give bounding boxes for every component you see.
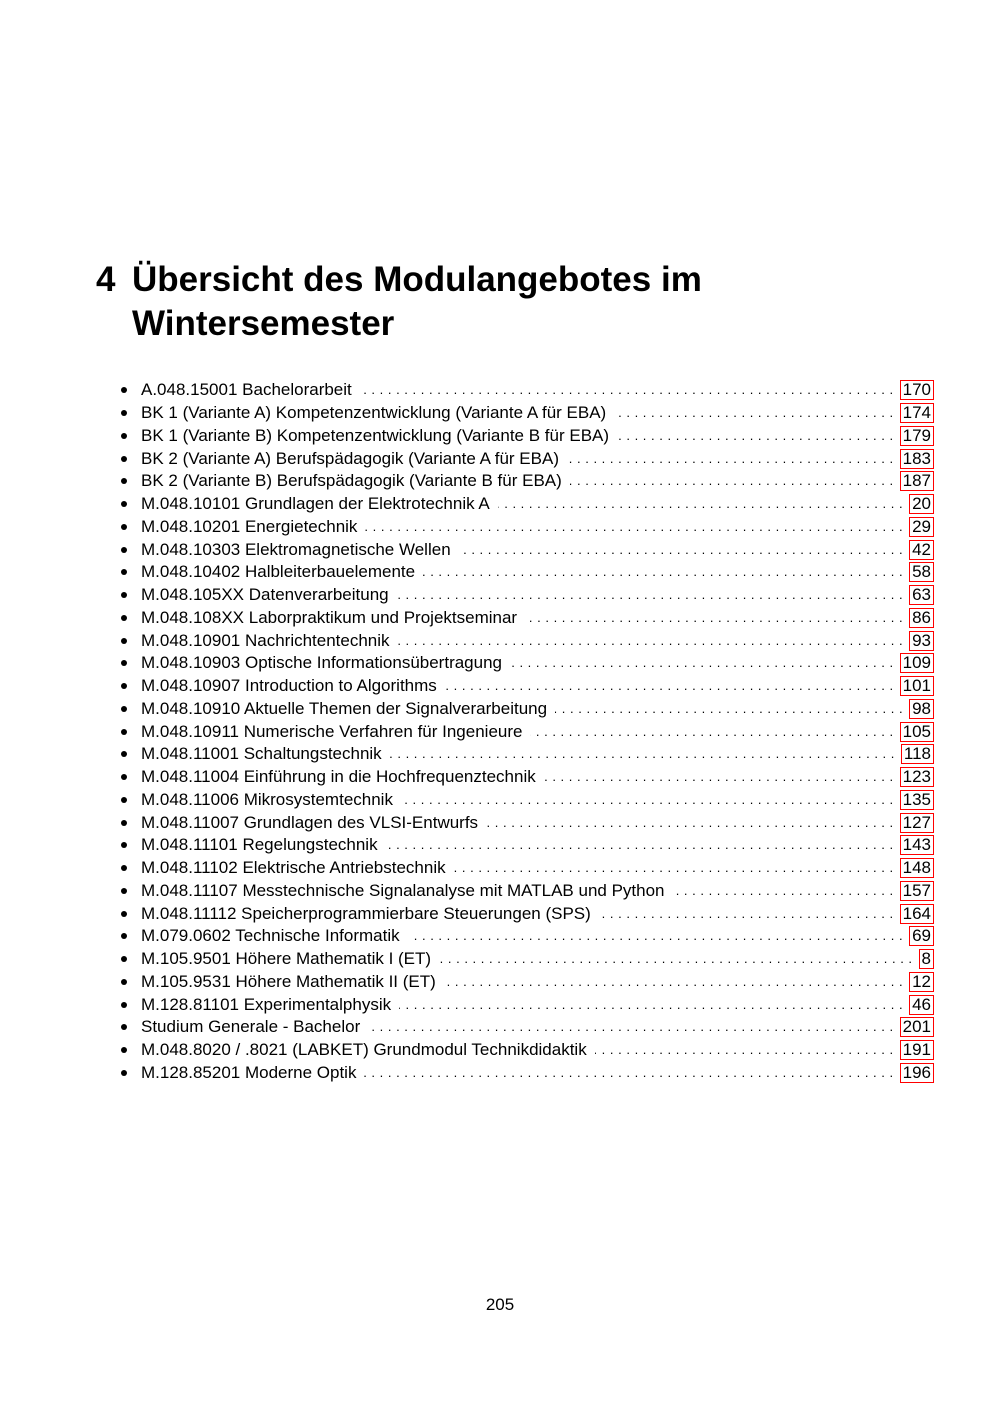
list-item bbox=[118, 652, 934, 675]
page-link[interactable]: 157 bbox=[900, 881, 934, 901]
dot-leader bbox=[445, 675, 894, 697]
bullet-icon bbox=[121, 751, 127, 757]
bullet-icon bbox=[121, 660, 127, 666]
list-item bbox=[118, 902, 934, 925]
module-title: BK 2 (Variante B) Berufspädagogik (Variante B für EBA) bbox=[141, 471, 562, 491]
bullet-icon bbox=[121, 706, 127, 712]
bullet-icon bbox=[121, 478, 127, 484]
page-link[interactable]: 12 bbox=[909, 972, 934, 992]
bullet-icon bbox=[121, 956, 127, 962]
list-item bbox=[118, 1016, 934, 1039]
dot-leader bbox=[525, 607, 903, 629]
module-title: M.048.105XX Datenverarbeitung bbox=[141, 585, 389, 605]
dot-leader bbox=[486, 812, 894, 834]
module-title: M.105.9501 Höhere Mathematik I (ET) bbox=[141, 949, 432, 969]
page-link[interactable]: 101 bbox=[900, 676, 934, 696]
page-link[interactable]: 201 bbox=[900, 1017, 934, 1037]
bullet-icon bbox=[121, 1002, 127, 1008]
page-link[interactable]: 164 bbox=[900, 904, 934, 924]
module-title: M.048.11004 Einführung in die Hochfrequenztechnik bbox=[141, 767, 536, 787]
list-item bbox=[118, 425, 934, 448]
dot-leader bbox=[399, 994, 903, 1016]
bullet-icon bbox=[121, 569, 127, 575]
bullet-icon bbox=[121, 797, 127, 803]
bullet-icon bbox=[121, 933, 127, 939]
module-title: M.048.11001 Schaltungstechnik bbox=[141, 744, 382, 764]
dot-leader bbox=[401, 789, 894, 811]
list-item bbox=[118, 993, 934, 1016]
module-list bbox=[118, 379, 934, 1084]
page-link[interactable]: 20 bbox=[909, 494, 934, 514]
module-title: M.048.11101 Regelungstechnik bbox=[141, 835, 378, 855]
list-item bbox=[118, 470, 934, 493]
module-title: Studium Generale - Bachelor bbox=[141, 1017, 361, 1037]
bullet-icon bbox=[121, 638, 127, 644]
page-link[interactable]: 196 bbox=[900, 1063, 934, 1083]
bullet-icon bbox=[121, 729, 127, 735]
bullet-icon bbox=[121, 410, 127, 416]
dot-leader bbox=[408, 925, 903, 947]
list-item bbox=[118, 379, 934, 402]
dot-leader bbox=[614, 402, 893, 424]
module-title: M.048.10101 Grundlagen der Elektrotechnik A bbox=[141, 494, 490, 514]
page-link[interactable]: 109 bbox=[900, 653, 934, 673]
page-link[interactable]: 170 bbox=[900, 380, 934, 400]
list-item bbox=[118, 834, 934, 857]
bullet-icon bbox=[121, 820, 127, 826]
dot-leader bbox=[390, 743, 895, 765]
list-item bbox=[118, 1062, 934, 1085]
bullet-icon bbox=[121, 387, 127, 393]
chapter-title bbox=[132, 258, 832, 346]
page-link[interactable]: 135 bbox=[900, 790, 934, 810]
bullet-icon bbox=[121, 456, 127, 462]
bullet-icon bbox=[121, 592, 127, 598]
page-link[interactable]: 63 bbox=[909, 585, 934, 605]
list-item bbox=[118, 1039, 934, 1062]
bullet-icon bbox=[121, 774, 127, 780]
dot-leader bbox=[570, 470, 894, 492]
page-link[interactable]: 191 bbox=[900, 1040, 934, 1060]
module-title: M.128.81101 Experimentalphysik bbox=[141, 994, 392, 1014]
chapter-title-line-2: Wintersemester bbox=[132, 304, 395, 343]
page-link[interactable]: 187 bbox=[900, 471, 934, 491]
bullet-icon bbox=[121, 1024, 127, 1030]
list-item bbox=[118, 607, 934, 630]
list-item bbox=[118, 925, 934, 948]
list-item bbox=[118, 948, 934, 971]
page-link[interactable]: 179 bbox=[900, 426, 934, 446]
bullet-icon bbox=[121, 842, 127, 848]
dot-leader bbox=[444, 971, 903, 993]
page-link[interactable]: 105 bbox=[900, 722, 934, 742]
page-link[interactable]: 29 bbox=[909, 517, 934, 537]
dot-leader bbox=[364, 1062, 893, 1084]
list-item bbox=[118, 743, 934, 766]
list-item bbox=[118, 698, 934, 721]
module-title: M.048.10911 Numerische Verfahren für Ingenieure bbox=[141, 721, 523, 741]
bullet-icon bbox=[121, 501, 127, 507]
page-link[interactable]: 118 bbox=[901, 744, 934, 764]
module-title: M.048.11102 Elektrische Antriebstechnik bbox=[141, 858, 446, 878]
bullet-icon bbox=[121, 615, 127, 621]
list-item bbox=[118, 629, 934, 652]
dot-leader bbox=[498, 493, 903, 515]
list-item bbox=[118, 857, 934, 880]
page-link[interactable]: 148 bbox=[900, 858, 934, 878]
module-title: M.048.108XX Laborpraktikum und Projektseminar bbox=[141, 607, 518, 627]
module-title: M.079.0602 Technische Informatik bbox=[141, 926, 400, 946]
list-item bbox=[118, 766, 934, 789]
module-title: A.048.15001 Bachelorarbeit bbox=[141, 380, 352, 400]
page-link[interactable]: 42 bbox=[909, 540, 934, 560]
bullet-icon bbox=[121, 1070, 127, 1076]
module-title: M.048.10907 Introduction to Algorithms bbox=[141, 676, 437, 696]
page-link[interactable]: 143 bbox=[900, 835, 934, 855]
module-title: BK 2 (Variante A) Berufspädagogik (Variante A für EBA) bbox=[141, 448, 559, 468]
page-link[interactable]: 183 bbox=[900, 449, 934, 469]
page-link[interactable]: 8 bbox=[919, 949, 934, 969]
page-link[interactable]: 58 bbox=[909, 562, 934, 582]
module-title: M.048.10201 Energietechnik bbox=[141, 516, 358, 536]
page-number: 205 bbox=[485, 1295, 515, 1314]
bullet-icon bbox=[121, 524, 127, 530]
dot-leader bbox=[510, 652, 894, 674]
list-item bbox=[118, 971, 934, 994]
module-title: M.105.9531 Höhere Mathematik II (ET) bbox=[141, 971, 436, 991]
page-link[interactable]: 174 bbox=[900, 403, 934, 423]
bullet-icon bbox=[121, 865, 127, 871]
dot-leader bbox=[617, 425, 894, 447]
dot-leader bbox=[439, 948, 912, 970]
bullet-icon bbox=[121, 979, 127, 985]
page-link[interactable]: 46 bbox=[909, 995, 934, 1015]
page-link[interactable]: 69 bbox=[909, 926, 934, 946]
module-title: M.128.85201 Moderne Optik bbox=[141, 1062, 357, 1082]
dot-leader bbox=[530, 721, 893, 743]
dot-leader bbox=[423, 561, 903, 583]
list-item bbox=[118, 811, 934, 834]
dot-leader bbox=[368, 1016, 893, 1038]
list-item bbox=[118, 402, 934, 425]
dot-leader bbox=[555, 698, 903, 720]
list-item bbox=[118, 789, 934, 812]
dot-leader bbox=[386, 834, 894, 856]
dot-leader bbox=[595, 1039, 894, 1061]
module-title: M.048.8020 / .8021 (LABKET) Grundmodul Technikdidaktik bbox=[141, 1040, 587, 1060]
dot-leader bbox=[365, 516, 903, 538]
bullet-icon bbox=[121, 683, 127, 689]
dot-leader bbox=[673, 880, 894, 902]
chapter-title-line-1: Übersicht des Modulangebotes im bbox=[132, 260, 702, 299]
page-link[interactable]: 86 bbox=[909, 608, 934, 628]
page-link[interactable]: 123 bbox=[900, 767, 934, 787]
module-title: M.048.10901 Nachrichtentechnik bbox=[141, 630, 390, 650]
bullet-icon bbox=[121, 547, 127, 553]
list-item bbox=[118, 584, 934, 607]
list-item bbox=[118, 561, 934, 584]
bullet-icon bbox=[121, 911, 127, 917]
list-item bbox=[118, 675, 934, 698]
module-title: BK 1 (Variante A) Kompetenzentwicklung (Variante A für EBA) bbox=[141, 403, 607, 423]
module-title: BK 1 (Variante B) Kompetenzentwicklung (Variante B für EBA) bbox=[141, 425, 610, 445]
page-link[interactable]: 127 bbox=[900, 813, 934, 833]
module-title: M.048.11006 Mikrosystemtechnik bbox=[141, 789, 393, 809]
list-item bbox=[118, 720, 934, 743]
module-title: M.048.10303 Elektromagnetische Wellen bbox=[141, 539, 451, 559]
chapter-number: 4 bbox=[96, 260, 116, 299]
dot-leader bbox=[544, 766, 894, 788]
dot-leader bbox=[398, 630, 904, 652]
dot-leader bbox=[599, 903, 894, 925]
module-title: M.048.11112 Speicherprogrammierbare Steuerungen (SPS) bbox=[141, 903, 591, 923]
bullet-icon bbox=[121, 433, 127, 439]
list-item bbox=[118, 493, 934, 516]
dot-leader bbox=[567, 448, 894, 470]
page-link[interactable]: 98 bbox=[909, 699, 934, 719]
module-title: M.048.10903 Optische Informationsübertragung bbox=[141, 653, 503, 673]
bullet-icon bbox=[121, 888, 127, 894]
page-link[interactable]: 93 bbox=[909, 631, 934, 651]
dot-leader bbox=[454, 857, 894, 879]
list-item bbox=[118, 447, 934, 470]
dot-leader bbox=[459, 539, 903, 561]
module-title: M.048.10910 Aktuelle Themen der Signalverarbeitung bbox=[141, 698, 548, 718]
list-item bbox=[118, 516, 934, 539]
list-item bbox=[118, 538, 934, 561]
module-title: M.048.11007 Grundlagen des VLSI-Entwurfs bbox=[141, 812, 479, 832]
bullet-icon bbox=[121, 1047, 127, 1053]
module-title: M.048.10402 Halbleiterbauelemente bbox=[141, 562, 416, 582]
list-item bbox=[118, 880, 934, 903]
dot-leader bbox=[397, 584, 903, 606]
dot-leader bbox=[360, 379, 894, 401]
module-title: M.048.11107 Messtechnische Signalanalyse mit MATLAB und Python bbox=[141, 880, 665, 900]
